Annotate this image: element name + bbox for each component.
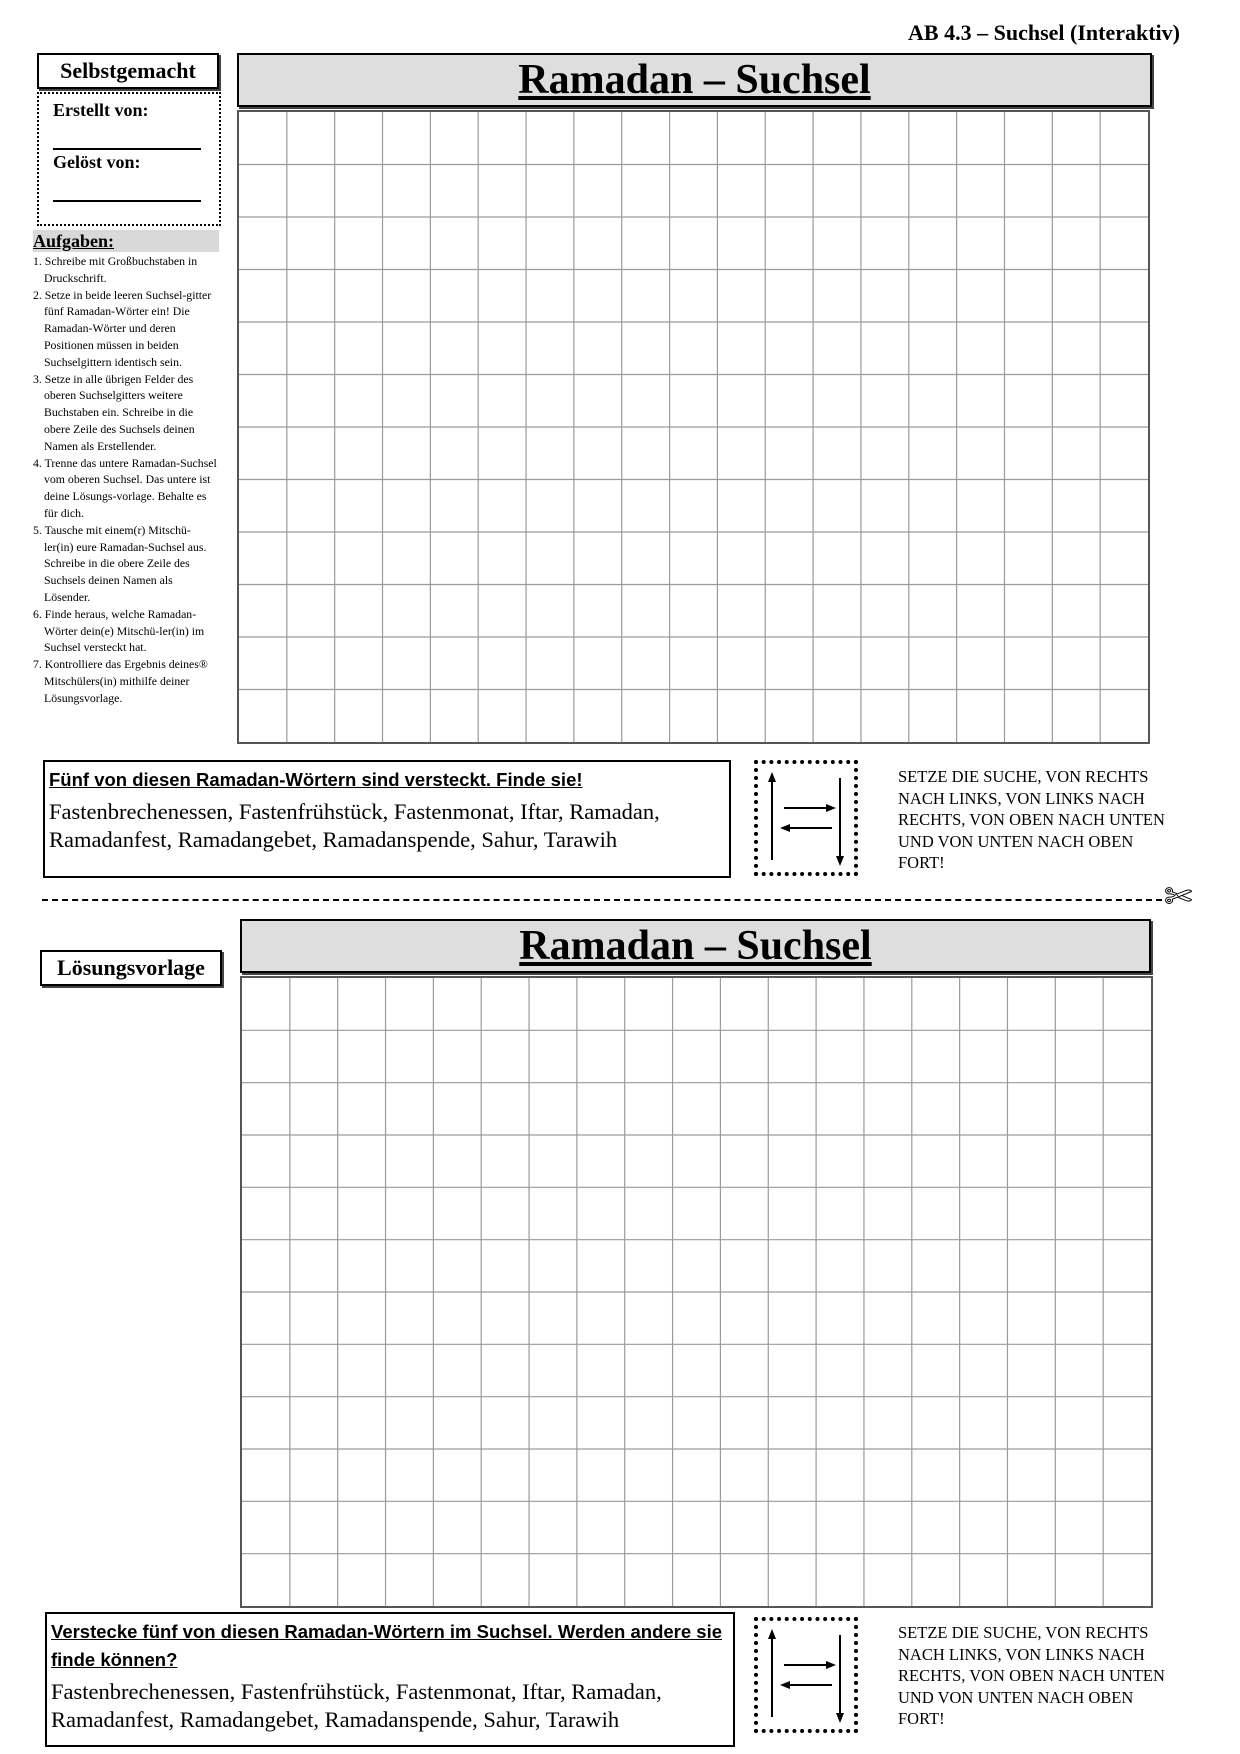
created-by-label: Erstellt von: <box>53 100 149 120</box>
tasks-list <box>33 253 219 707</box>
bottom-direction-box <box>754 1617 858 1733</box>
top-word-list-box <box>43 760 731 878</box>
bottom-word-grid[interactable] <box>240 976 1153 1608</box>
top-grid-lines <box>239 112 1148 742</box>
top-word-grid[interactable] <box>237 110 1150 744</box>
solved-by-label: Gelöst von: <box>53 152 141 172</box>
task-item: 7. Kontrolliere das Ergebnis deines® Mitschülers(in) mithilfe deiner Lösungsvorlage. <box>33 657 208 705</box>
cut-line <box>42 899 1162 901</box>
task-item: 3. Setze in alle übrigen Felder des oberen Suchselgitters weitere Buchstaben ein. Schreibe in die obere Zeile des Suchsels deinen Namen als Erstellender. <box>33 371 195 453</box>
top-title: Ramadan – Suchsel <box>237 53 1152 107</box>
direction-arrows-icon <box>758 1621 854 1729</box>
direction-arrows-icon <box>758 764 854 872</box>
bottom-word-list-box <box>45 1612 735 1747</box>
scissors-icon: ✄ <box>1164 877 1193 917</box>
tasks-heading: Aufgaben: <box>33 230 219 252</box>
bottom-word-list: Fastenbrechenessen, Fastenfrühstück, Fastenmonat, Iftar, Ramadan, Ramadanfest, Ramadangebet, Ramadanspende, Sahur, Tarawih <box>51 1679 662 1732</box>
task-item: 1. Schreibe mit Großbuchstaben in Druckschrift. <box>33 254 198 285</box>
worksheet-reference: AB 4.3 – Suchsel (Interaktiv) <box>908 20 1180 45</box>
task-item: 2. Setze in beide leeren Suchsel-gitter fünf Ramadan-Wörter ein! Die Ramadan-Wörter und deren Positionen müssen in beiden Suchselgittern identisch sein. <box>33 287 212 369</box>
task-item: 6. Finde heraus, welche Ramadan-Wörter dein(e) Mitschü-ler(in) im Suchsel versteckt hat. <box>33 606 205 655</box>
creator-box <box>37 92 221 226</box>
top-word-list: Fastenbrechenessen, Fastenfrühstück, Fastenmonat, Iftar, Ramadan, Ramadanfest, Ramadangebet, Ramadanspende, Sahur, Tarawih <box>49 799 660 852</box>
top-direction-text: SETZE DIE SUCHE, VON RECHTS NACH LINKS, VON LINKS NACH RECHTS, VON OBEN NACH UNTEN UND VON UNTEN NACH OBEN FORT! <box>898 767 1165 872</box>
top-direction-box <box>754 760 858 876</box>
loesungsvorlage-label: Lösungsvorlage <box>40 950 222 986</box>
selbstgemacht-label: Selbstgemacht <box>37 53 219 89</box>
bottom-grid-lines <box>242 978 1151 1606</box>
bottom-direction-text: SETZE DIE SUCHE, VON RECHTS NACH LINKS, VON LINKS NACH RECHTS, VON OBEN NACH UNTEN UND VON UNTEN NACH OBEN FORT! <box>898 1623 1165 1728</box>
task-item: 5. Tausche mit einem(r) Mitschü-ler(in) eure Ramadan-Suchsel aus. Schreibe in die obere Zeile des Suchsels deinen Namen als Lösender. <box>33 522 207 604</box>
task-item: 4. Trenne das untere Ramadan-Suchsel vom oberen Suchsel. Das untere ist deine Lösungs-vorlage. Behalte es für dich. <box>33 455 217 520</box>
top-word-list-heading: Fünf von diesen Ramadan-Wörtern sind versteckt. Finde sie! <box>49 769 583 790</box>
bottom-title: Ramadan – Suchsel <box>240 919 1151 973</box>
bottom-word-list-heading: Verstecke fünf von diesen Ramadan-Wörtern im Suchsel. Werden andere sie finde können? <box>51 1621 723 1670</box>
solved-by-field[interactable] <box>53 200 201 202</box>
created-by-field[interactable] <box>53 148 201 150</box>
